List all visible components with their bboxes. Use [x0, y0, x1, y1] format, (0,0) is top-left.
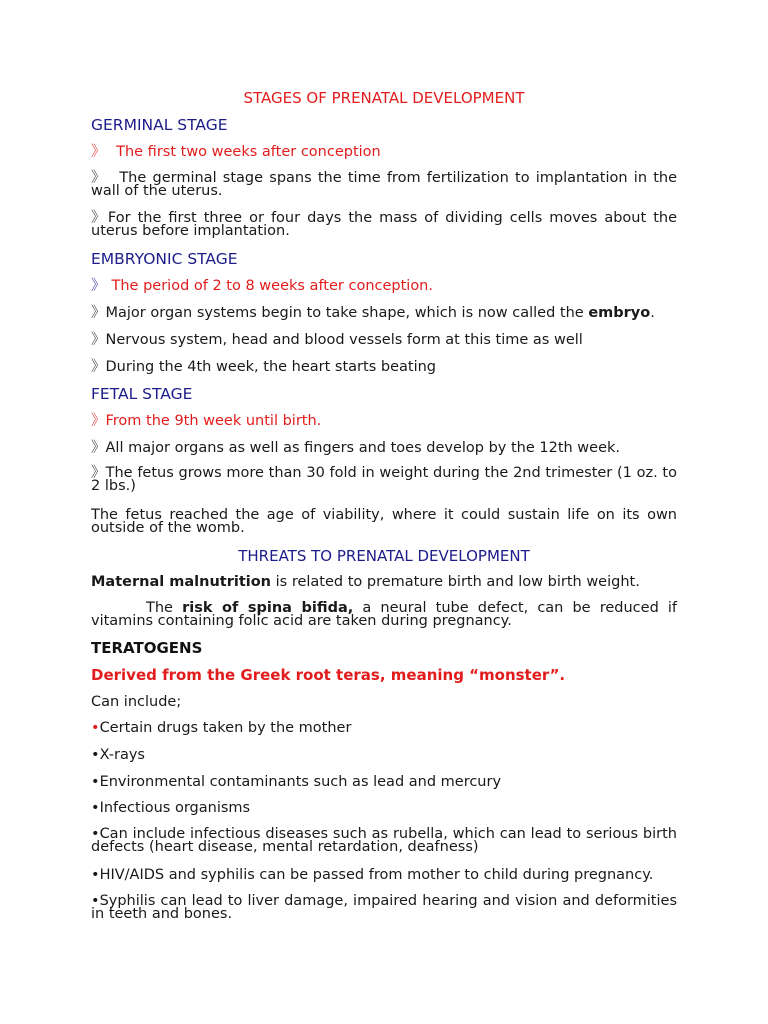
- chevron-marker-icon: 》: [91, 465, 106, 481]
- bullet-icon: •: [91, 800, 100, 816]
- bullet-icon: •: [91, 893, 100, 909]
- document-title: STAGES OF PRENATAL DEVELOPMENT: [243, 89, 525, 107]
- teratogens-heading: TERATOGENS: [91, 639, 203, 657]
- teratogen-item: •Certain drugs taken by the mother: [91, 720, 352, 736]
- embryonic-point-3: 》Nervous system, head and blood vessels form at this time as well: [91, 332, 583, 348]
- chevron-marker-icon: 》: [91, 170, 108, 186]
- chevron-marker-icon: 》: [91, 413, 106, 429]
- fetal-stage-heading: FETAL STAGE: [91, 385, 193, 403]
- chevron-marker-icon: 》: [91, 359, 106, 375]
- malnutrition-term: Maternal malnutrition: [91, 574, 272, 590]
- germinal-point-2: 》 The germinal stage spans the time from fertilization to implantation in the wall of the uterus.: [91, 170, 678, 199]
- chevron-marker-icon: 》: [91, 332, 106, 348]
- chevron-marker-icon: 》: [91, 210, 108, 226]
- chevron-marker-icon: 》: [91, 440, 106, 456]
- germinal-point-1: 》 The first two weeks after conception: [91, 144, 381, 160]
- bullet-icon: •: [91, 867, 100, 883]
- embryonic-point-2: 》Major organ systems begin to take shape, which is now called the embryo.: [91, 305, 655, 321]
- bullet-icon: •: [91, 747, 100, 763]
- bullet-icon: •: [91, 826, 100, 842]
- teratogen-item: •HIV/AIDS and syphilis can be passed from mother to child during pregnancy.: [91, 867, 654, 883]
- fetal-point-2: 》All major organs as well as fingers and toes develop by the 12th week.: [91, 440, 621, 456]
- teras-definition: Derived from the Greek root teras, meaning “monster”.: [91, 666, 566, 684]
- threats-heading: THREATS TO PRENATAL DEVELOPMENT: [238, 547, 530, 565]
- teratogen-item: •Environmental contaminants such as lead and mercury: [91, 774, 502, 790]
- fetal-point-3: 》The fetus grows more than 30 fold in weight during the 2nd trimester (1 oz. to 2 lbs.): [91, 465, 677, 494]
- fetal-point-4: The fetus reached the age of viability, where it could sustain life on its own outside of the womb.: [91, 507, 677, 536]
- teratogen-item: •Infectious organisms: [91, 800, 251, 816]
- chevron-marker-icon: 》: [91, 305, 106, 321]
- bullet-icon: •: [91, 774, 100, 790]
- chevron-marker-icon: 》: [91, 144, 106, 160]
- embryonic-stage-heading: EMBRYONIC STAGE: [91, 250, 238, 268]
- embryo-term: embryo: [588, 305, 651, 321]
- embryonic-point-1: 》 The period of 2 to 8 weeks after conception.: [91, 278, 433, 294]
- malnutrition-paragraph: Maternal malnutrition is related to premature birth and low birth weight.: [91, 574, 640, 590]
- spina-bifida-paragraph: The risk of spina bifida, a neural tube defect, can be reduced if vitamins containing folic acid are taken during pregnancy.: [91, 600, 678, 629]
- teratogen-item: •X-rays: [91, 747, 145, 763]
- teratogen-item: •Can include infectious diseases such as rubella, which can lead to serious birth defects (heart disease, mental retardation, deafness): [91, 826, 677, 855]
- germinal-stage-heading: GERMINAL STAGE: [91, 116, 228, 134]
- teratogen-item: •Syphilis can lead to liver damage, impaired hearing and vision and deformities in teeth and bones.: [91, 893, 677, 922]
- bullet-icon: •: [91, 720, 100, 736]
- fetal-point-1: 》From the 9th week until birth.: [91, 413, 322, 429]
- chevron-marker-icon: 》: [91, 278, 106, 294]
- embryonic-point-4: 》During the 4th week, the heart starts beating: [91, 359, 436, 375]
- can-include-label: Can include;: [91, 694, 182, 710]
- germinal-point-3: 》For the first three or four days the mass of dividing cells moves about the uterus before implantation.: [91, 210, 677, 239]
- spina-bifida-term: risk of spina bifida,: [182, 600, 354, 616]
